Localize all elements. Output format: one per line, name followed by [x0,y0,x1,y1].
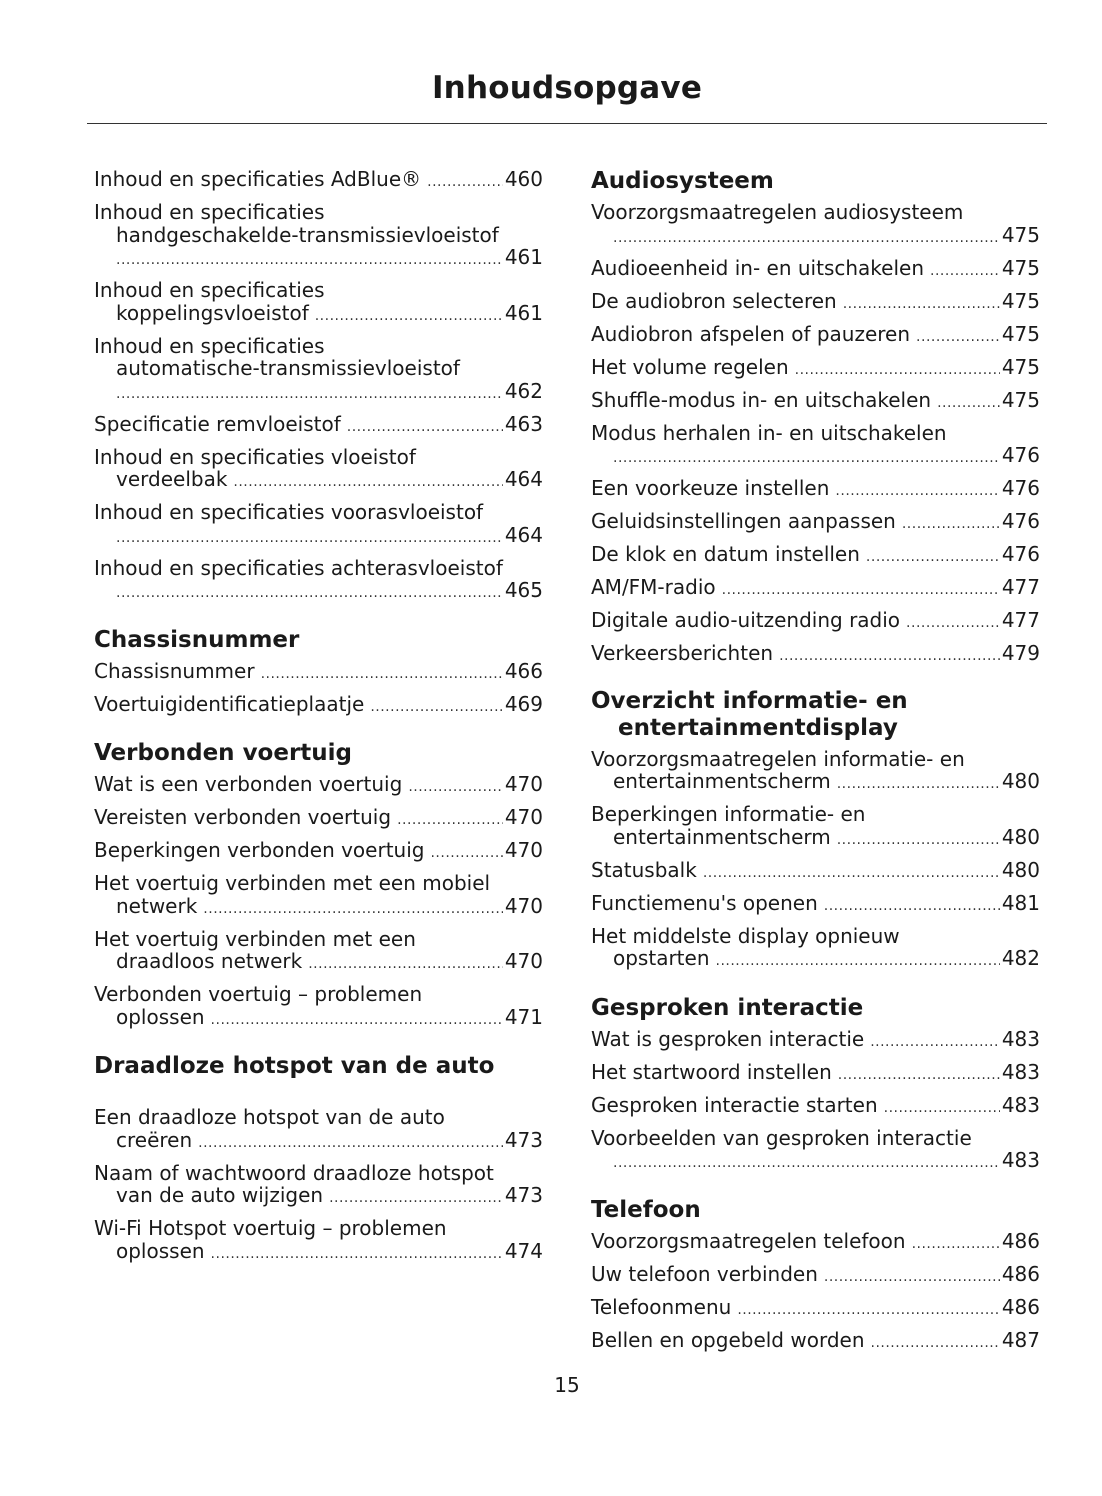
toc-entry[interactable] [591,323,1040,349]
toc-entry-title: Een draadloze hotspot van de auto [94,1105,445,1129]
toc-entry-line [591,609,1040,635]
toc-page-number: 487 [1001,1327,1040,1352]
dot-leader [871,1332,1000,1355]
toc-entry-line [94,557,543,580]
dot-leader [937,392,1000,415]
toc-entry-title: Het startwoord instellen [591,1059,832,1084]
dot-leader [430,842,502,865]
toc-entry[interactable] [591,1329,1040,1355]
dot-leader [347,416,503,439]
toc-entry[interactable] [94,872,543,920]
dot-leader [779,645,1000,668]
toc-page-number: 470 [504,893,543,918]
toc-entry-title: Bellen en opgebeld worden [591,1327,865,1352]
toc-entry[interactable] [94,501,543,549]
toc-entry[interactable] [591,257,1040,283]
dot-leader [703,862,1000,885]
toc-page-number: 483 [1001,1026,1040,1051]
section-heading [94,1053,543,1080]
toc-entry-line [591,748,1040,771]
toc-entry-title: Chassisnummer [94,658,255,683]
toc-entry-title: Wi-Fi Hotspot voertuig – problemen [94,1216,447,1240]
toc-page-number: 483 [1001,1059,1040,1084]
toc-page-number: 486 [1001,1294,1040,1319]
toc-entry-title: oplossen [116,1238,205,1263]
toc-page-number: 476 [1001,476,1040,500]
toc-entry[interactable] [94,557,543,605]
toc-entry-line [591,803,1040,826]
dot-leader [198,1132,503,1155]
dot-leader [613,1152,1000,1175]
toc-entry-title: Inhoud en specificaties [94,333,325,358]
toc-page-number: 461 [504,300,543,325]
toc-entry-line [94,983,543,1006]
dot-leader [835,480,999,503]
toc-entry[interactable] [591,510,1040,536]
toc-entry-title: Inhoud en specificaties [94,200,325,224]
toc-entry[interactable] [591,1094,1040,1120]
toc-entry-line [591,1263,1040,1289]
toc-entry[interactable] [591,748,1040,796]
toc-entry-title: Modus herhalen in- en uitschakelen [591,420,947,445]
section-heading [591,168,1040,195]
toc-entry-line [94,501,543,524]
toc-entry-title: netwerk [116,893,198,918]
toc-entry-line [94,895,543,921]
toc-entry[interactable] [94,773,543,799]
section-heading-line: Overzicht informatie- en [591,687,908,714]
toc-page-number: 475 [1001,222,1040,247]
toc-entry-title: Voorzorgsmaatregelen informatie- en [591,746,965,771]
toc-entry-title: Vereisten verbonden voertuig [94,805,392,829]
toc-entry-title: verdeelbak [116,467,228,491]
toc-page-number: 464 [504,467,543,491]
toc-entry[interactable] [591,859,1040,885]
toc-entry-title: Functiemenu's openen [591,890,818,915]
toc-entry-title: AM/FM-radio [591,575,716,599]
dot-leader [329,1187,503,1210]
section-heading-line: Chassisnummer [94,626,300,653]
toc-entry-title: Beperkingen informatie- en [591,802,866,826]
dot-leader [211,1243,503,1266]
toc-entry[interactable] [591,1296,1040,1322]
toc-entry-line [591,290,1040,316]
toc-entry-line [591,510,1040,536]
toc-entry-line [591,925,1040,948]
toc-entry-title: Het middelste display opnieuw [591,923,900,948]
toc-entry-title: De audiobron selecteren [591,288,837,313]
dot-leader [795,359,1000,382]
toc-entry-title: Specificatie remvloeistof [94,411,341,436]
toc-entry-title: Beperkingen verbonden voertuig [94,838,425,862]
toc-entry-title: Uw telefoon verbinden [591,1261,818,1286]
toc-entry-line [591,576,1040,602]
toc-entry[interactable] [591,356,1040,382]
toc-entry-line [591,1149,1040,1175]
toc-page-number: 473 [504,1127,543,1152]
toc-entry-line [591,1329,1040,1355]
toc-page-number: 482 [1001,946,1040,970]
toc-page-number: 475 [1001,321,1040,346]
toc-page-number: 470 [504,805,543,829]
toc-entry-title: Geluidsinstellingen aanpassen [591,509,896,533]
toc-entry-line [591,826,1040,852]
toc-entry-title: Verkeersberichten [591,641,774,665]
toc-entry-line [94,928,543,951]
toc-entry-line [94,201,543,224]
toc-entry-title: Een voorkeuze instellen [591,476,830,500]
section-heading-line: Draadloze hotspot van de auto [94,1053,495,1079]
toc-page-number: 479 [1001,641,1040,665]
toc-entry-title: Het volume regelen [591,354,789,379]
toc-entry-title: koppelingsvloeistof [116,300,309,325]
toc-entry-line [94,1006,543,1032]
toc-page-number: 470 [504,772,543,796]
dot-leader [916,326,1000,349]
toc-entry[interactable] [94,1106,543,1154]
toc-entry[interactable] [94,446,543,494]
toc-entry-title: entertainmentscherm [613,769,831,793]
toc-entry-line [591,323,1040,349]
toc-entry-line [591,1028,1040,1054]
toc-entry-line [591,1230,1040,1256]
toc-entry-title: Voertuigidentificatieplaatje [94,691,365,716]
section-heading-line: Telefoon [591,1196,701,1223]
toc-entry-line [94,357,543,380]
toc-entry-line [94,950,543,976]
toc-entry[interactable] [591,609,1040,635]
toc-page-number: 463 [504,411,543,436]
toc-entry-line [591,947,1040,973]
toc-entry-title: Statusbalk [591,857,697,882]
toc-entry-title: Inhoud en specificaties achterasvloeistof [94,555,503,580]
toc-page-number: 462 [504,378,543,403]
toc-page-number: 476 [1001,542,1040,566]
toc-page-number: 483 [1001,1092,1040,1117]
toc-entry-title: Verbonden voertuig – problemen [94,982,423,1006]
dot-leader [722,579,1000,602]
toc-entry[interactable] [94,201,543,272]
toc-entry-line [94,579,543,605]
dot-leader [866,546,1000,569]
toc-entry-line [94,1129,543,1155]
toc-page-number: 461 [504,245,543,269]
toc-entry[interactable] [591,1263,1040,1289]
toc-entry-line [591,1094,1040,1120]
toc-entry-title: Voorzorgsmaatregelen audiosysteem [591,200,964,224]
toc-entry[interactable] [94,168,543,194]
toc-entry-title: Wat is een verbonden voertuig [94,772,403,796]
dot-leader [211,1009,503,1032]
dot-leader [837,829,1000,852]
toc-entry-line [94,446,543,469]
toc-page-number: 475 [1001,354,1040,379]
toc-entry-line [94,335,543,358]
section-heading [94,627,543,654]
toc-entry-title: Het voertuig verbinden met een mobiel [94,871,491,895]
toc-entry-title: Audiobron afspelen of pauzeren [591,321,911,346]
toc-entry[interactable] [591,389,1040,415]
toc-entry-title: Het voertuig verbinden met een [94,926,416,951]
dot-leader [902,513,1000,536]
toc-entry-title: De klok en datum instellen [591,542,860,566]
toc-page-number: 465 [504,578,543,602]
toc-entry-line [94,693,543,719]
toc-entry[interactable] [591,925,1040,973]
toc-entry-line [591,642,1040,668]
toc-page-number: 460 [504,167,543,191]
toc-page-number: 464 [504,522,543,547]
dot-leader [397,809,503,832]
dot-leader [824,1266,1000,1289]
toc-entry-line [94,279,543,302]
toc-entry-line [591,1061,1040,1087]
toc-page-number: 483 [1001,1148,1040,1172]
toc-entry-title: van de auto wijzigen [116,1183,324,1207]
toc-page-number: 475 [1001,387,1040,412]
toc-page-number: 470 [504,949,543,973]
toc-entry[interactable] [591,576,1040,602]
toc-entry-line [591,1127,1040,1150]
toc-entry-line [94,224,543,247]
toc-page-number: 481 [1001,890,1040,915]
toc-entry[interactable] [94,413,543,439]
dot-leader [261,663,503,686]
toc-entry[interactable] [591,201,1040,249]
toc-entry[interactable] [94,693,543,719]
toc-entry-line [591,257,1040,283]
toc-entry-title: oplossen [116,1004,205,1029]
toc-entry-title: Wat is gesproken interactie [591,1026,865,1051]
dot-leader [843,293,1000,316]
toc-entry[interactable] [94,806,543,832]
toc-entry-line [94,524,543,550]
toc-entry-line [591,770,1040,796]
toc-entry-title: Naam of wachtwoord draadloze hotspot [94,1160,494,1185]
toc-entry-title: handgeschakelde-transmissievloeistof [116,222,499,247]
dot-leader [884,1097,1000,1120]
toc-page-number: 477 [1001,608,1040,632]
toc-entry-title: Audioeenheid in- en uitschakelen [591,255,924,280]
dot-leader [116,383,503,406]
section-heading-line: Verbonden voertuig [94,740,353,766]
toc-left-column [94,168,543,1273]
toc-entry-line [591,422,1040,445]
toc-entry-line [591,543,1040,569]
toc-page-number: 466 [504,658,543,683]
toc-entry-line [94,1240,543,1266]
toc-entry-title: automatische-transmissievloeistof [116,356,460,380]
toc-entry[interactable] [94,839,543,865]
toc-entry-line [94,1217,543,1240]
toc-entry[interactable] [94,1217,543,1265]
dot-leader [930,260,1000,283]
toc-entry-line [94,302,543,328]
section-heading [591,995,1040,1022]
toc-entry[interactable] [591,803,1040,851]
toc-entry-line [94,872,543,895]
toc-entry-line [94,1184,543,1210]
toc-entry-line [94,168,543,194]
toc-entry-line [591,1296,1040,1322]
toc-entry-line [591,477,1040,503]
toc-entry-title: draadloos netwerk [116,949,303,973]
toc-page-number: 476 [1001,509,1040,533]
toc-entry-line [591,356,1040,382]
toc-page-number: 474 [504,1238,543,1263]
dot-leader [116,527,503,550]
dot-leader [116,249,503,272]
dot-leader [427,171,503,194]
toc-entry[interactable] [591,892,1040,918]
dot-leader [203,898,503,921]
toc-entry[interactable] [94,279,543,327]
dot-leader [837,773,1000,796]
dot-leader [912,1233,1000,1256]
toc-entry-title: Gesproken interactie starten [591,1092,878,1117]
dot-leader [308,953,503,976]
toc-entry-line [94,380,543,406]
toc-entry-title: opstarten [613,946,710,970]
toc-entry-title: entertainmentscherm [613,824,831,849]
section-heading-line: Audiosysteem [591,168,774,194]
toc-entry[interactable] [591,290,1040,316]
dot-leader [613,227,1000,250]
toc-entry[interactable] [591,1061,1040,1087]
toc-entry[interactable] [591,1127,1040,1175]
toc-entry-line [94,1162,543,1185]
toc-entry[interactable] [94,928,543,976]
toc-entry-title: Inhoud en specificaties [94,278,325,302]
toc-entry-line [94,660,543,686]
toc-entry-line [94,773,543,799]
toc-entry-title: creëren [116,1127,193,1152]
section-heading [591,688,1040,742]
toc-entry-title: Voorzorgsmaatregelen telefoon [591,1228,906,1253]
toc-entry-title: Inhoud en specificaties vloeistof [94,444,416,469]
toc-entry[interactable] [591,1230,1040,1256]
title-divider [87,123,1047,124]
page-title: Inhoudsopgave [431,70,703,106]
toc-page-number: 486 [1001,1228,1040,1253]
toc-entry-line [591,444,1040,470]
toc-page-number: 469 [504,691,543,716]
dot-leader [906,612,1000,635]
toc-page-number: 475 [1001,255,1040,280]
toc-page-number: 480 [1001,769,1040,793]
toc-entry-line [591,892,1040,918]
toc-page-number: 471 [504,1004,543,1029]
toc-entry-title: Inhoud en specificaties AdBlue® [94,167,422,191]
dot-leader [613,447,1000,470]
dot-leader [408,776,503,799]
dot-leader [838,1064,1000,1087]
toc-entry[interactable] [591,642,1040,668]
toc-entry-title: Digitale audio-uitzending radio [591,608,901,632]
dot-leader [737,1299,1000,1322]
toc-entry[interactable] [591,543,1040,569]
toc-entry-title: Shuffle-modus in- en uitschakelen [591,387,932,412]
toc-entry[interactable] [94,660,543,686]
toc-page-number: 486 [1001,1261,1040,1286]
dot-leader [716,950,1000,973]
dot-leader [370,696,503,719]
toc-right-column [591,168,1040,1362]
toc-entry-title: Telefoonmenu [591,1294,732,1319]
toc-page-number: 476 [1001,443,1040,467]
dot-leader [824,895,1000,918]
toc-entry[interactable] [591,1028,1040,1054]
toc-entry-line [591,389,1040,415]
toc-entry-line [94,839,543,865]
toc-entry-line [94,413,543,439]
toc-entry-line [94,246,543,272]
section-heading [94,740,543,767]
page-number: 15 [554,1373,580,1397]
dot-leader [870,1031,1000,1054]
section-heading-line: Gesproken interactie [591,994,864,1021]
toc-entry[interactable] [94,335,543,406]
toc-entry[interactable] [94,1162,543,1210]
toc-entry-line [94,806,543,832]
toc-entry-line [94,1106,543,1129]
toc-entry-title: Inhoud en specificaties voorasvloeistof [94,500,484,524]
toc-page-number: 475 [1001,288,1040,313]
section-heading-line: entertainmentdisplay [618,714,898,741]
toc-page-number: 477 [1001,575,1040,599]
dot-leader [315,305,503,328]
toc-entry[interactable] [591,477,1040,503]
toc-entry[interactable] [94,983,543,1031]
toc-entry-title: Voorbeelden van gesproken interactie [591,1125,972,1150]
dot-leader [116,582,503,605]
toc-page-number: 480 [1001,824,1040,849]
toc-entry-line [591,859,1040,885]
toc-page-number: 480 [1001,857,1040,882]
section-heading [591,1197,1040,1224]
toc-entry[interactable] [591,422,1040,470]
toc-entry-line [591,224,1040,250]
toc-page-number: 473 [504,1183,543,1207]
dot-leader [233,471,502,494]
toc-entry-line [591,201,1040,224]
toc-page-number: 470 [504,838,543,862]
toc-entry-line [94,468,543,494]
